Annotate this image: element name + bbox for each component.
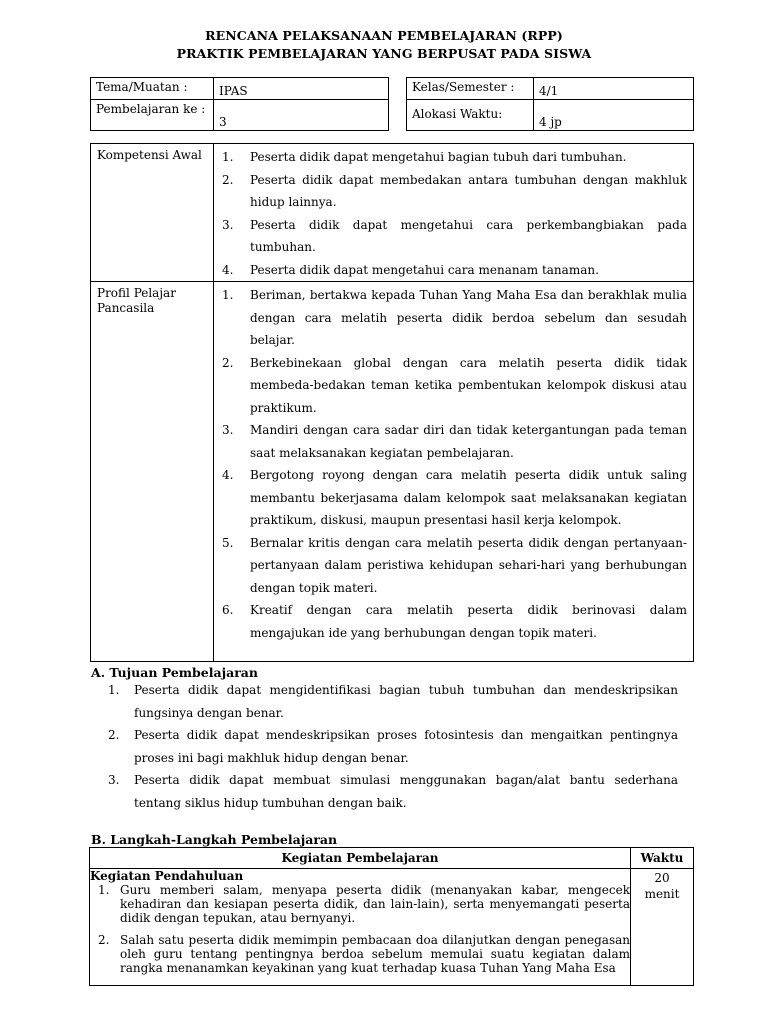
list-text: Salah satu peserta didik memimpin pembacaan doa dilanjutkan dengan penegasan oleh guru tentang pentingnya berdoa sebelum memulai suatu kegiatan dalam rangka menanamkan keyakinan yang kuat terhadap kuasa Tuhan Yang Maha Esa (120, 933, 630, 975)
langkah-item (98, 933, 630, 975)
tujuan-item (108, 679, 678, 724)
list-text: Peserta didik dapat mengetahui cara menanam tanaman. (250, 262, 599, 277)
list-number: 2. (222, 355, 234, 370)
list-text: Peserta didik dapat membedakan antara tumbuhan dengan makhluk hidup lainnya. (250, 172, 687, 209)
alokasi-value: 4 jp (534, 100, 694, 131)
list-number: 2. (222, 172, 234, 187)
waktu-value: 20 (654, 871, 670, 885)
list-text: Peserta didik dapat mengidentifikasi bagian tubuh tumbuhan dan mendeskripsikan fungsinya dengan benar. (134, 683, 678, 720)
profil-item (222, 464, 687, 532)
list-number: 3. (222, 217, 234, 232)
kompetensi-cell (214, 144, 694, 282)
list-text: Mandiri dengan cara sadar diri dan tidak ketergantungan pada teman saat melaksanakan kegiatan pembelajaran. (250, 423, 687, 460)
kompetensi-label: Kompetensi Awal (91, 144, 214, 282)
kompetensi-item (222, 259, 687, 282)
tujuan-item (108, 724, 678, 769)
competency-table (90, 143, 694, 662)
list-number: 1. (222, 288, 234, 302)
list-text: Berkebinekaan global dengan cara melatih peserta didik tidak membeda-bedakan teman ketika pembentukan kelompok diskusi atau praktikum. (250, 355, 687, 415)
list-number: 4. (222, 262, 234, 277)
list-text: Bernalar kritis dengan cara melatih peserta didik dengan pertanyaan-pertanyaan dalam peristiwa kehidupan sehari-hari yang berhubungan dengan topik materi. (250, 535, 687, 595)
list-number: 2. (108, 728, 120, 742)
profil-list (214, 282, 693, 644)
list-text: Peserta didik dapat mengetahui bagian tubuh dari tumbuhan. (250, 150, 627, 164)
pembelajaran-value: 3 (214, 100, 389, 131)
list-number: 5. (222, 535, 234, 550)
list-text: Peserta didik dapat mengetahui cara perkembangbiakan pada tumbuhan. (250, 217, 687, 254)
list-text: Guru memberi salam, menyapa peserta didik (menanyakan kabar, mengecek kehadiran dan kesiapan peserta didik, dan lain-lain), serta menyemangati peserta didik dengan tepukan, atau bernyanyi. (120, 883, 630, 925)
langkah-list (90, 883, 630, 975)
langkah-item (98, 883, 630, 925)
tujuan-item (108, 769, 678, 814)
langkah-table (89, 847, 694, 986)
profil-item (222, 532, 687, 600)
pendahuluan-title: Kegiatan Pendahuluan (90, 869, 244, 883)
profil-item (222, 284, 687, 352)
alokasi-label: Alokasi Waktu: (407, 100, 534, 131)
list-number: 3. (108, 773, 120, 787)
info-table-left (90, 77, 389, 131)
kelas-value: 4/1 (534, 78, 694, 100)
profil-cell (214, 282, 694, 662)
kompetensi-list (214, 144, 693, 281)
profil-item (222, 599, 687, 644)
kompetensi-item (222, 169, 687, 214)
list-text: Peserta didik dapat membuat simulasi menggunakan bagan/alat bantu sederhana tentang siklus hidup tumbuhan dengan baik. (134, 773, 678, 810)
tujuan-list (108, 679, 678, 814)
profil-item (222, 419, 687, 464)
kegiatan-cell (90, 869, 631, 986)
pembelajaran-label: Pembelajaran ke : (91, 100, 214, 131)
col-waktu-header: Waktu (631, 848, 694, 869)
profil-label: Profil Pelajar Pancasila (91, 282, 214, 662)
tema-value: IPAS (214, 78, 389, 100)
kelas-label: Kelas/Semester : (407, 78, 534, 100)
list-text: Peserta didik dapat mendeskripsikan proses fotosintesis dan mengaitkan pentingnya proses ini bagi makhluk hidup dengan benar. (134, 728, 678, 765)
langkah-heading: B. Langkah-Langkah Pembelajaran (91, 832, 338, 847)
profil-item (222, 352, 687, 420)
doc-title: RENCANA PELAKSANAAN PEMBELAJARAN (RPP) (205, 28, 563, 43)
kompetensi-item (222, 214, 687, 259)
info-table-right (406, 77, 694, 131)
list-number: 2. (98, 933, 110, 947)
list-number: 3. (222, 423, 234, 437)
list-number: 6. (222, 603, 234, 617)
list-text: Kreatif dengan cara melatih peserta didik berinovasi dalam mengajukan ide yang berhubungan dengan topik materi. (250, 603, 687, 640)
list-number: 4. (222, 468, 234, 482)
waktu-unit: menit (644, 887, 680, 901)
kompetensi-item (222, 146, 687, 169)
list-number: 1. (98, 883, 110, 897)
list-number: 1. (222, 150, 234, 164)
doc-subtitle: PRAKTIK PEMBELAJARAN YANG BERPUSAT PADA SISWA (176, 46, 592, 61)
list-text: Beriman, bertakwa kepada Tuhan Yang Maha Esa dan berakhlak mulia dengan cara melatih peserta didik berdoa sebelum dan sesudah belajar. (250, 288, 687, 347)
tujuan-heading: A. Tujuan Pembelajaran (91, 665, 258, 680)
list-number: 1. (108, 683, 120, 697)
list-text: Bergotong royong dengan cara melatih peserta didik untuk saling membantu bekerjasama dalam kelompok saat melaksanakan kegiatan praktikum, diskusi, maupun presentasi hasil kerja kelompok. (250, 468, 687, 527)
tema-label: Tema/Muatan : (91, 78, 214, 100)
waktu-cell (631, 869, 694, 986)
col-kegiatan-header: Kegiatan Pembelajaran (90, 848, 631, 869)
